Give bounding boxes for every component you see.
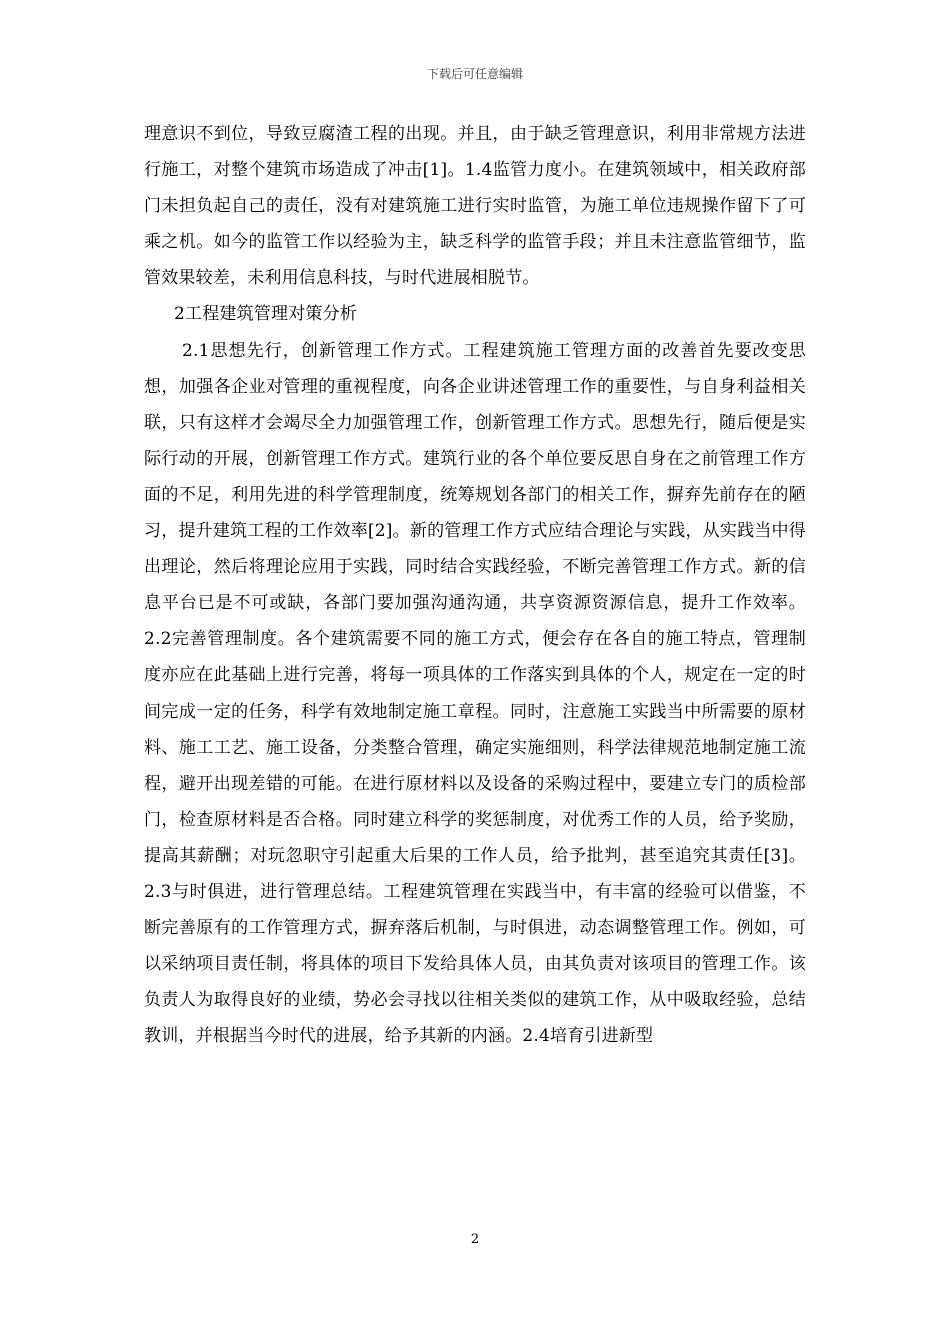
- paragraph-section-2: 2.1思想先行，创新管理工作方式。工程建筑施工管理方面的改善首先要改变思想，加强各企业对管理的重视程度，向各企业讲述管理工作的重要性，与自身利益相关联，只有这样才会竭尽全力加强管理工作，创新管理工作方式。思想先行，随后便是实际行动的开展，创新管理工作方式。建筑行业的各个单位要反思自身在之前管理工作方面的不足，利用先进的科学管理制度，统筹规划各部门的相关工作，摒弃先前存在的陋习，提升建筑工程的工作效率[2]。新的管理工作方式应结合理论与实践，从实践当中得出理论，然后将理论应用于实践，同时结合实践经验，不断完善管理工作方式。新的信息平台已是不可或缺，各部门要加强沟通沟通，共享资源资源信息，提升工作效率。2.2完善管理制度。各个建筑需要不同的施工方式，便会存在各自的施工特点，管理制度亦应在此基础上进行完善，将每一项具体的工作落实到具体的个人，规定在一定的时间完成一定的任务，科学有效地制定施工章程。同时，注意施工实践当中所需要的原材料、施工工艺、施工设备，分类整合管理，确定实施细则，科学法律规范地制定施工流程，避开出现差错的可能。在进行原材料以及设备的采购过程中，要建立专门的质检部门，检查原材料是否合格。同时建立科学的奖惩制度，对优秀工作的人员，给予奖励，提高其薪酬；对玩忽职守引起重大后果的工作人员，给予批判，甚至追究其责任[3]。2.3与时俱进，进行管理总结。工程建筑管理在实践当中，有丰富的经验可以借鉴，不断完善原有的工作管理方式，摒弃落后机制，与时俱进，动态调整管理工作。例如，可以采纳项目责任制，将具体的项目下发给具体人员，由其负责对该项目的管理工作。该负责人为取得良好的业绩，势必会寻找以往相关类似的建筑工作，从中吸取经验，总结教训，并根据当今时代的进展，给予其新的内涵。2.4培育引进新型: [144, 340, 806, 1047]
- section-heading: 2工程建筑管理对策分析: [174, 304, 358, 325]
- page-number: 2: [470, 1232, 480, 1247]
- paragraph-continued: 理意识不到位，导致豆腐渣工程的出现。并且，由于缺乏管理意识，利用非常规方法进行施工，对整个建筑市场造成了冲击[1]。1.4监管力度小。在建筑领域中，相关政府部门未担负起自己的责任，没有对建筑施工进行实时监管，为施工单位违规操作留下了可乘之机。如今的监管工作以经验为主，缺乏科学的监管手段；并且未注意监管细节，监管效果较差，未利用信息科技，与时代进展相脱节。: [144, 124, 806, 289]
- document-body: [144, 116, 806, 1054]
- page-header: 下载后可任意编辑: [426, 67, 523, 81]
